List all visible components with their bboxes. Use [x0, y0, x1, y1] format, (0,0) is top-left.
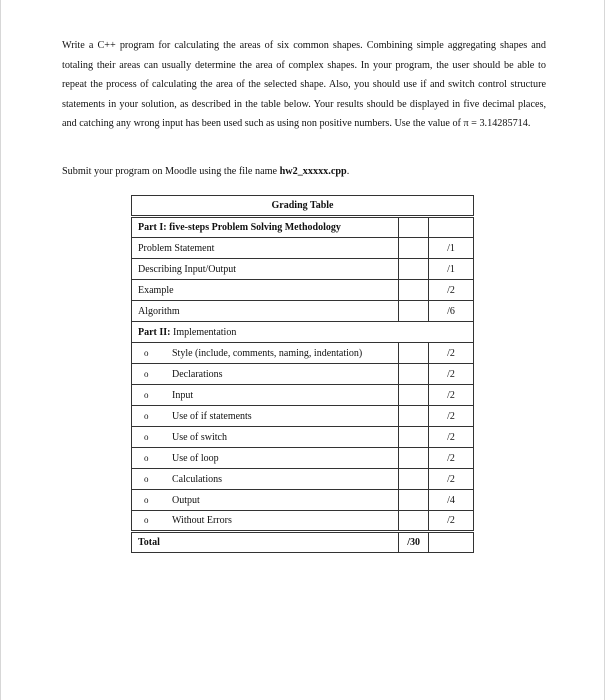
- part2-header-row: [132, 322, 474, 343]
- table-row: [132, 301, 474, 322]
- bullet-icon: o: [144, 410, 149, 421]
- table-row: [132, 259, 474, 280]
- table-row: [132, 448, 474, 469]
- table-row: [132, 490, 474, 511]
- bullet-icon: o: [144, 347, 149, 358]
- row-label: Algorithm: [132, 301, 399, 322]
- submit-filename: hw2_xxxxx.cpp: [279, 166, 347, 177]
- row-label: Without Errors: [172, 515, 232, 526]
- grading-table: [131, 195, 474, 553]
- row-points: /2: [429, 448, 474, 469]
- total-label: Total: [132, 532, 399, 553]
- row-points: /2: [429, 280, 474, 301]
- bullet-icon: o: [144, 431, 149, 442]
- row-label: Input: [172, 389, 194, 401]
- bullet-icon: o: [144, 515, 149, 525]
- row-label: Style (include, comments, naming, indentation): [172, 347, 363, 359]
- row-label: Problem Statement: [132, 238, 399, 259]
- row-points: /2: [429, 427, 474, 448]
- row-label: Declarations: [172, 368, 223, 380]
- row-points: /2: [429, 511, 474, 532]
- row-points: /2: [429, 385, 474, 406]
- part2-header-bold: Part II:: [138, 326, 171, 338]
- part2-header: [132, 322, 474, 343]
- row-points: /2: [429, 469, 474, 490]
- table-title-row: [132, 196, 474, 217]
- row-label: Calculations: [172, 473, 222, 485]
- table-row: [132, 469, 474, 490]
- part2-header-rest: Implementation: [170, 326, 237, 338]
- row-label: Use of loop: [172, 452, 219, 464]
- total-row: [132, 532, 474, 553]
- row-points: /4: [429, 490, 474, 511]
- table-row: [132, 238, 474, 259]
- submit-suffix: .: [346, 166, 350, 177]
- table-row: [132, 385, 474, 406]
- row-label: Describing Input/Output: [132, 259, 399, 280]
- table-row: [132, 511, 474, 532]
- submit-prefix: Submit your program on Moodle using the file name: [62, 166, 280, 177]
- assignment-paragraph: Write a C++ program for calculating the areas of six common shapes. Combining simple aggregating shapes and totaling their areas can usually determine the area of complex shapes. In your program, the user should be able to repeat the process of calculating the area of the selected shape. Also, you should use if and switch control structure statements in your solution, as described in the table below. Your results should be displayed in five decimal places, and catching any wrong input has been used such as using non positive numbers. Use the value of π = 3.14285714.: [62, 40, 546, 129]
- bullet-icon: o: [144, 452, 149, 463]
- bullet-icon: o: [144, 368, 149, 379]
- table-row: [132, 364, 474, 385]
- part1-header: Part I: five-steps Problem Solving Methodology: [132, 217, 399, 238]
- total-points: /30: [399, 532, 429, 553]
- table-row: [132, 427, 474, 448]
- row-points: /6: [429, 301, 474, 322]
- row-points: /2: [429, 406, 474, 427]
- table-title: Grading Table: [132, 196, 474, 217]
- row-points: /2: [429, 364, 474, 385]
- row-label: Output: [172, 494, 200, 506]
- bullet-icon: o: [144, 494, 149, 505]
- bullet-icon: o: [144, 389, 149, 400]
- part1-header-row: [132, 217, 474, 238]
- row-points: /1: [429, 238, 474, 259]
- table-row: [132, 280, 474, 301]
- row-points: /1: [429, 259, 474, 280]
- row-points: /2: [429, 343, 474, 364]
- row-label: Use of switch: [172, 431, 227, 443]
- row-label: Use of if statements: [172, 410, 252, 422]
- row-label: Example: [132, 280, 399, 301]
- table-row: [132, 343, 474, 364]
- submission-instructions: [62, 165, 349, 179]
- table-row: [132, 406, 474, 427]
- bullet-icon: o: [144, 473, 149, 484]
